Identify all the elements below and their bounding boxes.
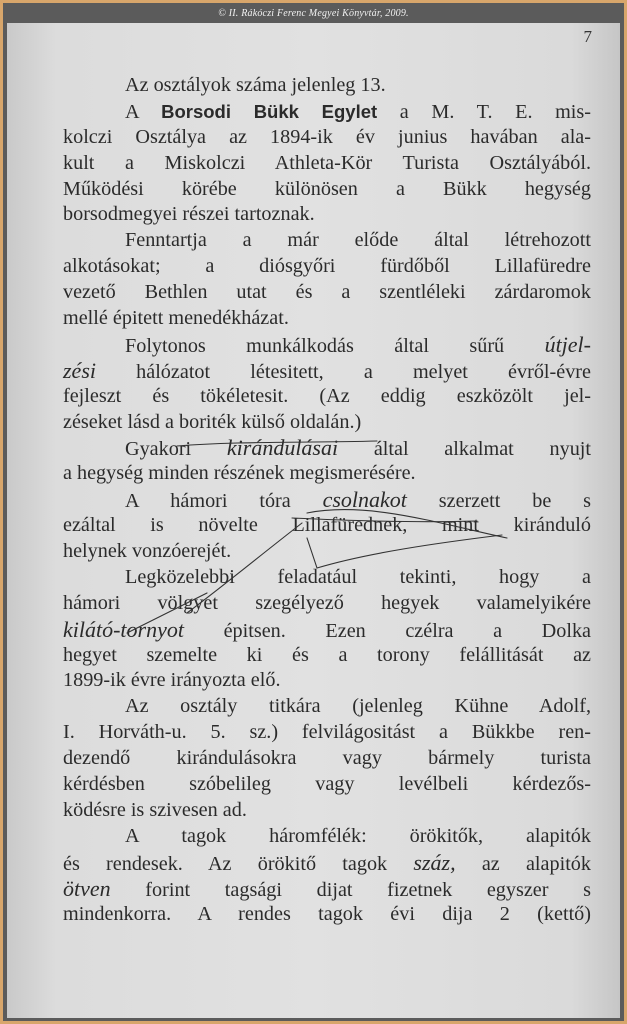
text-line: hegyet szemelte ki és a torony felállitását az — [63, 643, 591, 666]
book-page — [7, 23, 620, 1018]
text-line: ezáltal is növelte Lillafürednek, mint kiránduló — [63, 514, 591, 537]
text-line: a hegység minden részének megismerésére. — [63, 462, 416, 485]
text-line: A tagok háromfélék: örökitők, alapitók — [125, 824, 591, 847]
text-line: zéseket lásd a boriték külső oldalán.) — [63, 410, 362, 433]
text-line: A hámori tóra csolnakot szerzett be s — [125, 487, 591, 513]
text-line: dezendő kirándulásokra vagy bármely turista — [63, 747, 591, 770]
text-line: kilátó-tornyot épitsen. Ezen czélra a Dolka — [63, 616, 591, 642]
copyright-notice: © II. Rákóczi Ferenc Megyei Könyvtár, 2009. — [218, 8, 409, 19]
text-line: Legközelebbi feladatául tekinti, hogy a — [125, 565, 591, 588]
text-line: kolczi Osztálya az 1894-ik év junius havában ala- — [63, 125, 591, 148]
text-line: Az osztály titkára (jelenleg Kühne Adolf, — [125, 695, 591, 718]
text-line: fejleszt és tökéletesit. (Az eddig eszközölt jel- — [63, 384, 591, 407]
text-line: helynek vonzóerejét. — [63, 540, 232, 563]
text-line: 1899-ik évre irányozta elő. — [63, 669, 281, 692]
text-line: Folytonos munkálkodás által sűrű útjel- — [125, 331, 591, 357]
text-line: I. Horváth-u. 5. sz.) felvilágositást a Bükkbe ren- — [63, 721, 591, 744]
text-line: mellé épitett menedékházat. — [63, 307, 289, 330]
page-number: 7 — [583, 27, 592, 46]
text-line: ködésre is szivesen ad. — [63, 798, 247, 821]
text-line: ötven forint tagsági dijat fizetnek egyszer s — [63, 875, 591, 901]
text-line: mindenkorra. A rendes tagok évi dija 2 (kettő) — [63, 902, 591, 925]
text-line: kult a Miskolczi Athleta-Kör Turista Osztályából. — [63, 151, 591, 174]
text-line: kérdésben szóbelileg vagy levélbeli kérdezős- — [63, 773, 591, 796]
text-line: vezető Bethlen utat és a szentléleki zárdaromok — [63, 281, 591, 304]
text-line: A Borsodi Bükk Egylet a M. T. E. mis- — [125, 100, 591, 123]
text-line: hámori völgyet szegélyező hegyek valamelyikére — [63, 591, 591, 614]
body-text — [63, 73, 591, 927]
text-line: Működési körébe különösen a Bükk hegység — [63, 177, 591, 200]
text-line: borsodmegyei részei tartoznak. — [63, 203, 315, 226]
text-line: Gyakori kirándulásai által alkalmat nyujt — [125, 435, 592, 461]
text-line: Az osztályok száma jelenleg 13. — [125, 74, 386, 96]
frame-inner — [3, 3, 624, 1021]
text-line: és rendesek. Az örökitő tagok száz, az alapitók — [63, 849, 591, 875]
text-line: alkotásokat; a diósgyőri fürdőből Lillafüredre — [63, 255, 591, 278]
text-line: zési hálózatot létesitett, a melyet évről-évre — [63, 357, 591, 383]
text-line: Fenntartja a már előde által létrehozott — [125, 229, 591, 252]
